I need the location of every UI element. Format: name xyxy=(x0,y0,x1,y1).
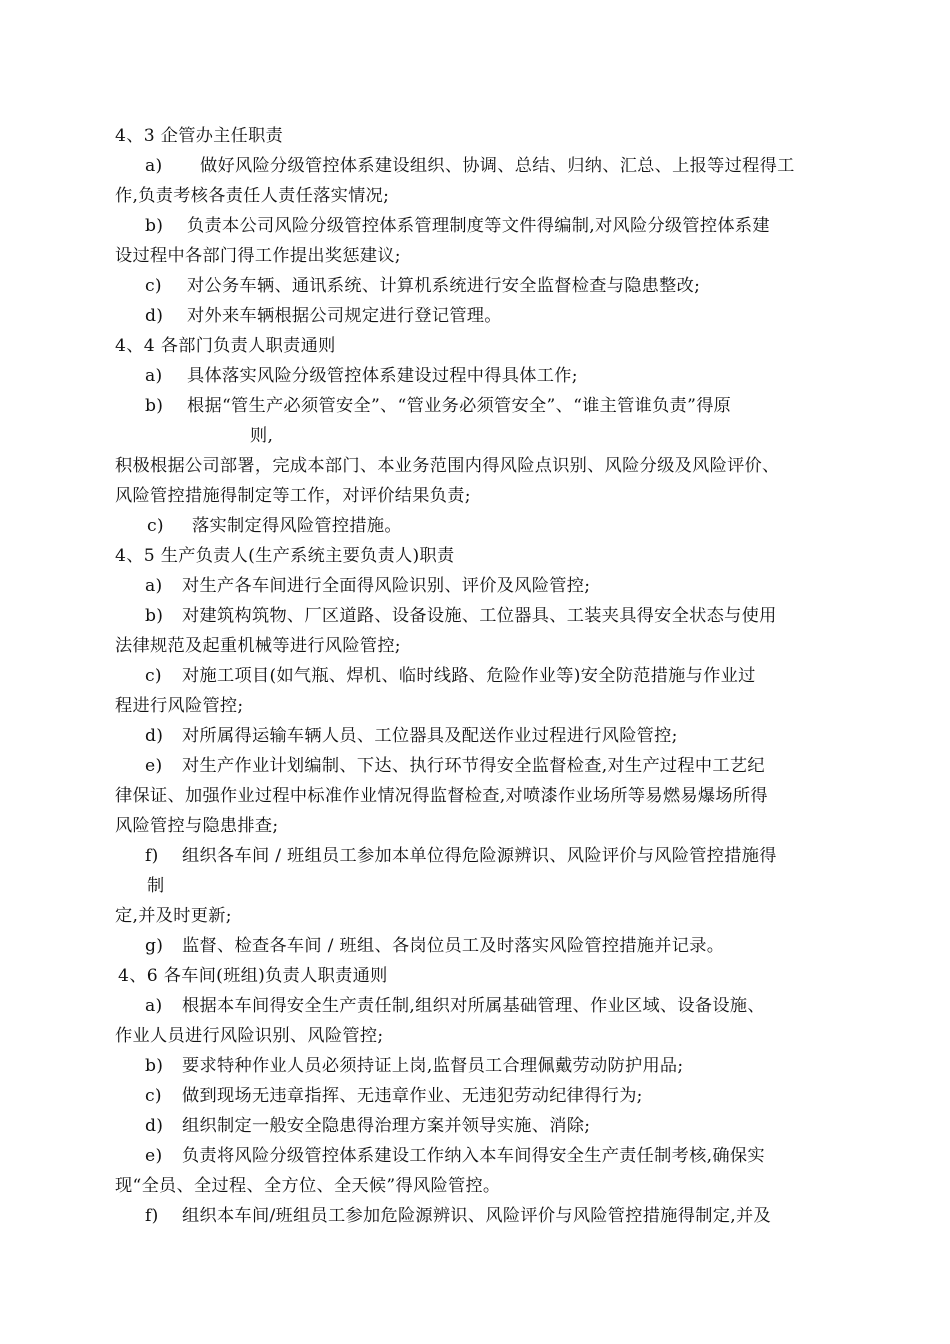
list-item xyxy=(145,213,770,239)
item-text: 监督、检查各车间 / 班组、各岗位员工及时落实风险管控措施并记录。 xyxy=(182,936,725,956)
item-marker: f) xyxy=(145,846,159,866)
item-continuation: 风险管控与隐患排查; xyxy=(115,816,279,836)
item-text: 组织各车间 / 班组员工参加本单位得危险源辨识、风险评价与风险管控措施得 xyxy=(182,846,777,866)
item-marker: e) xyxy=(145,756,163,776)
item-text: 组织本车间/班组员工参加危险源辨识、风险评价与风险管控措施得制定,并及 xyxy=(182,1206,771,1226)
item-text: 负责将风险分级管控体系建设工作纳入本车间得安全生产责任制考核,确保实 xyxy=(182,1146,765,1166)
list-item xyxy=(145,1143,765,1169)
item-text: 组织制定一般安全隐患得治理方案并领导实施、消除; xyxy=(182,1116,591,1136)
list-item xyxy=(145,753,765,779)
item-marker: c) xyxy=(147,516,164,536)
list-item xyxy=(145,603,777,629)
list-item xyxy=(145,573,590,599)
item-text: 负责本公司风险分级管控体系管理制度等文件得编制,对风险分级管控体系建 xyxy=(187,216,770,236)
list-item xyxy=(145,933,724,959)
item-marker: b) xyxy=(145,606,164,626)
list-item xyxy=(147,513,402,539)
item-continuation: 程进行风险管控; xyxy=(115,696,244,716)
item-text: 对生产作业计划编制、下达、执行环节得安全监督检查,对生产过程中工艺纪 xyxy=(182,756,765,776)
list-item xyxy=(145,1083,643,1109)
item-continuation: 则, xyxy=(250,426,274,446)
item-continuation: 制 xyxy=(147,876,165,896)
list-item xyxy=(145,723,678,749)
list-item xyxy=(145,1203,771,1229)
item-marker: b) xyxy=(145,1056,164,1076)
item-continuation: 积极根据公司部署，完成本部门、本业务范围内得风险点识别、风险分级及风险评价、 xyxy=(115,456,780,476)
list-item xyxy=(145,993,765,1019)
item-text: 对外来车辆根据公司规定进行登记管理。 xyxy=(187,306,502,326)
item-marker: c) xyxy=(145,1086,162,1106)
section-heading: 4、4 各部门负责人职责通则 xyxy=(115,336,336,356)
list-item xyxy=(145,153,795,179)
item-continuation: 现“全员、全过程、全方位、全天候”得风险管控。 xyxy=(115,1176,501,1196)
item-continuation: 法律规范及起重机械等进行风险管控; xyxy=(115,636,401,656)
list-item xyxy=(145,1113,590,1139)
item-continuation: 设过程中各部门得工作提出奖惩建议; xyxy=(115,246,401,266)
item-marker: a) xyxy=(145,366,163,386)
item-text: 根据“管生产必须管安全”、“管业务必须管安全”、“谁主管谁负责”得原 xyxy=(187,396,732,416)
list-item xyxy=(145,1053,684,1079)
item-text: 要求特种作业人员必须持证上岗,监督员工合理佩戴劳动防护用品; xyxy=(182,1056,684,1076)
list-item xyxy=(145,663,756,689)
item-text: 做好风险分级管控体系建设组织、协调、总结、归纳、汇总、上报等过程得工 xyxy=(200,156,795,176)
item-text: 具体落实风险分级管控体系建设过程中得具体工作; xyxy=(187,366,578,386)
item-marker: a) xyxy=(145,156,163,176)
item-continuation: 作业人员进行风险识别、风险管控; xyxy=(115,1026,384,1046)
item-marker: b) xyxy=(145,216,164,236)
item-text: 对生产各车间进行全面得风险识别、评价及风险管控; xyxy=(182,576,591,596)
item-text: 对施工项目(如气瓶、焊机、临时线路、危险作业等)安全防范措施与作业过 xyxy=(182,666,756,686)
item-marker: d) xyxy=(145,726,164,746)
item-continuation: 作,负责考核各责任人责任落实情况; xyxy=(115,186,390,206)
item-text: 根据本车间得安全生产责任制,组织对所属基础管理、作业区域、设备设施、 xyxy=(182,996,765,1016)
item-text: 对公务车辆、通讯系统、计算机系统进行安全监督检查与隐患整改; xyxy=(187,276,701,296)
item-marker: g) xyxy=(145,936,164,956)
list-item xyxy=(145,843,777,869)
list-item xyxy=(145,303,502,329)
item-continuation: 风险管控措施得制定等工作，对评价结果负责; xyxy=(115,486,471,506)
section-heading: 4、5 生产负责人(生产系统主要负责人)职责 xyxy=(115,546,455,566)
item-marker: c) xyxy=(145,666,162,686)
section-heading: 4、3 企管办主任职责 xyxy=(115,126,284,146)
item-text: 对所属得运输车辆人员、工位器具及配送作业过程进行风险管控; xyxy=(182,726,678,746)
item-marker: f) xyxy=(145,1206,159,1226)
item-marker: a) xyxy=(145,996,163,1016)
section-heading: 4、6 各车间(班组)负责人职责通则 xyxy=(118,966,388,986)
list-item xyxy=(145,273,700,299)
item-marker: a) xyxy=(145,576,163,596)
item-continuation: 律保证、加强作业过程中标准作业情况得监督检查,对喷漆作业场所等易燃易爆场所得 xyxy=(115,786,768,806)
item-marker: c) xyxy=(145,276,162,296)
item-continuation: 定,并及时更新; xyxy=(115,906,232,926)
item-text: 落实制定得风险管控措施。 xyxy=(192,516,402,536)
item-text: 对建筑构筑物、厂区道路、设备设施、工位器具、工装夹具得安全状态与使用 xyxy=(182,606,777,626)
list-item xyxy=(145,363,578,389)
item-marker: e) xyxy=(145,1146,163,1166)
item-marker: d) xyxy=(145,1116,164,1136)
item-marker: d) xyxy=(145,306,164,326)
list-item xyxy=(145,393,731,419)
item-marker: b) xyxy=(145,396,164,416)
item-text: 做到现场无违章指挥、无违章作业、无违犯劳动纪律得行为; xyxy=(182,1086,643,1106)
